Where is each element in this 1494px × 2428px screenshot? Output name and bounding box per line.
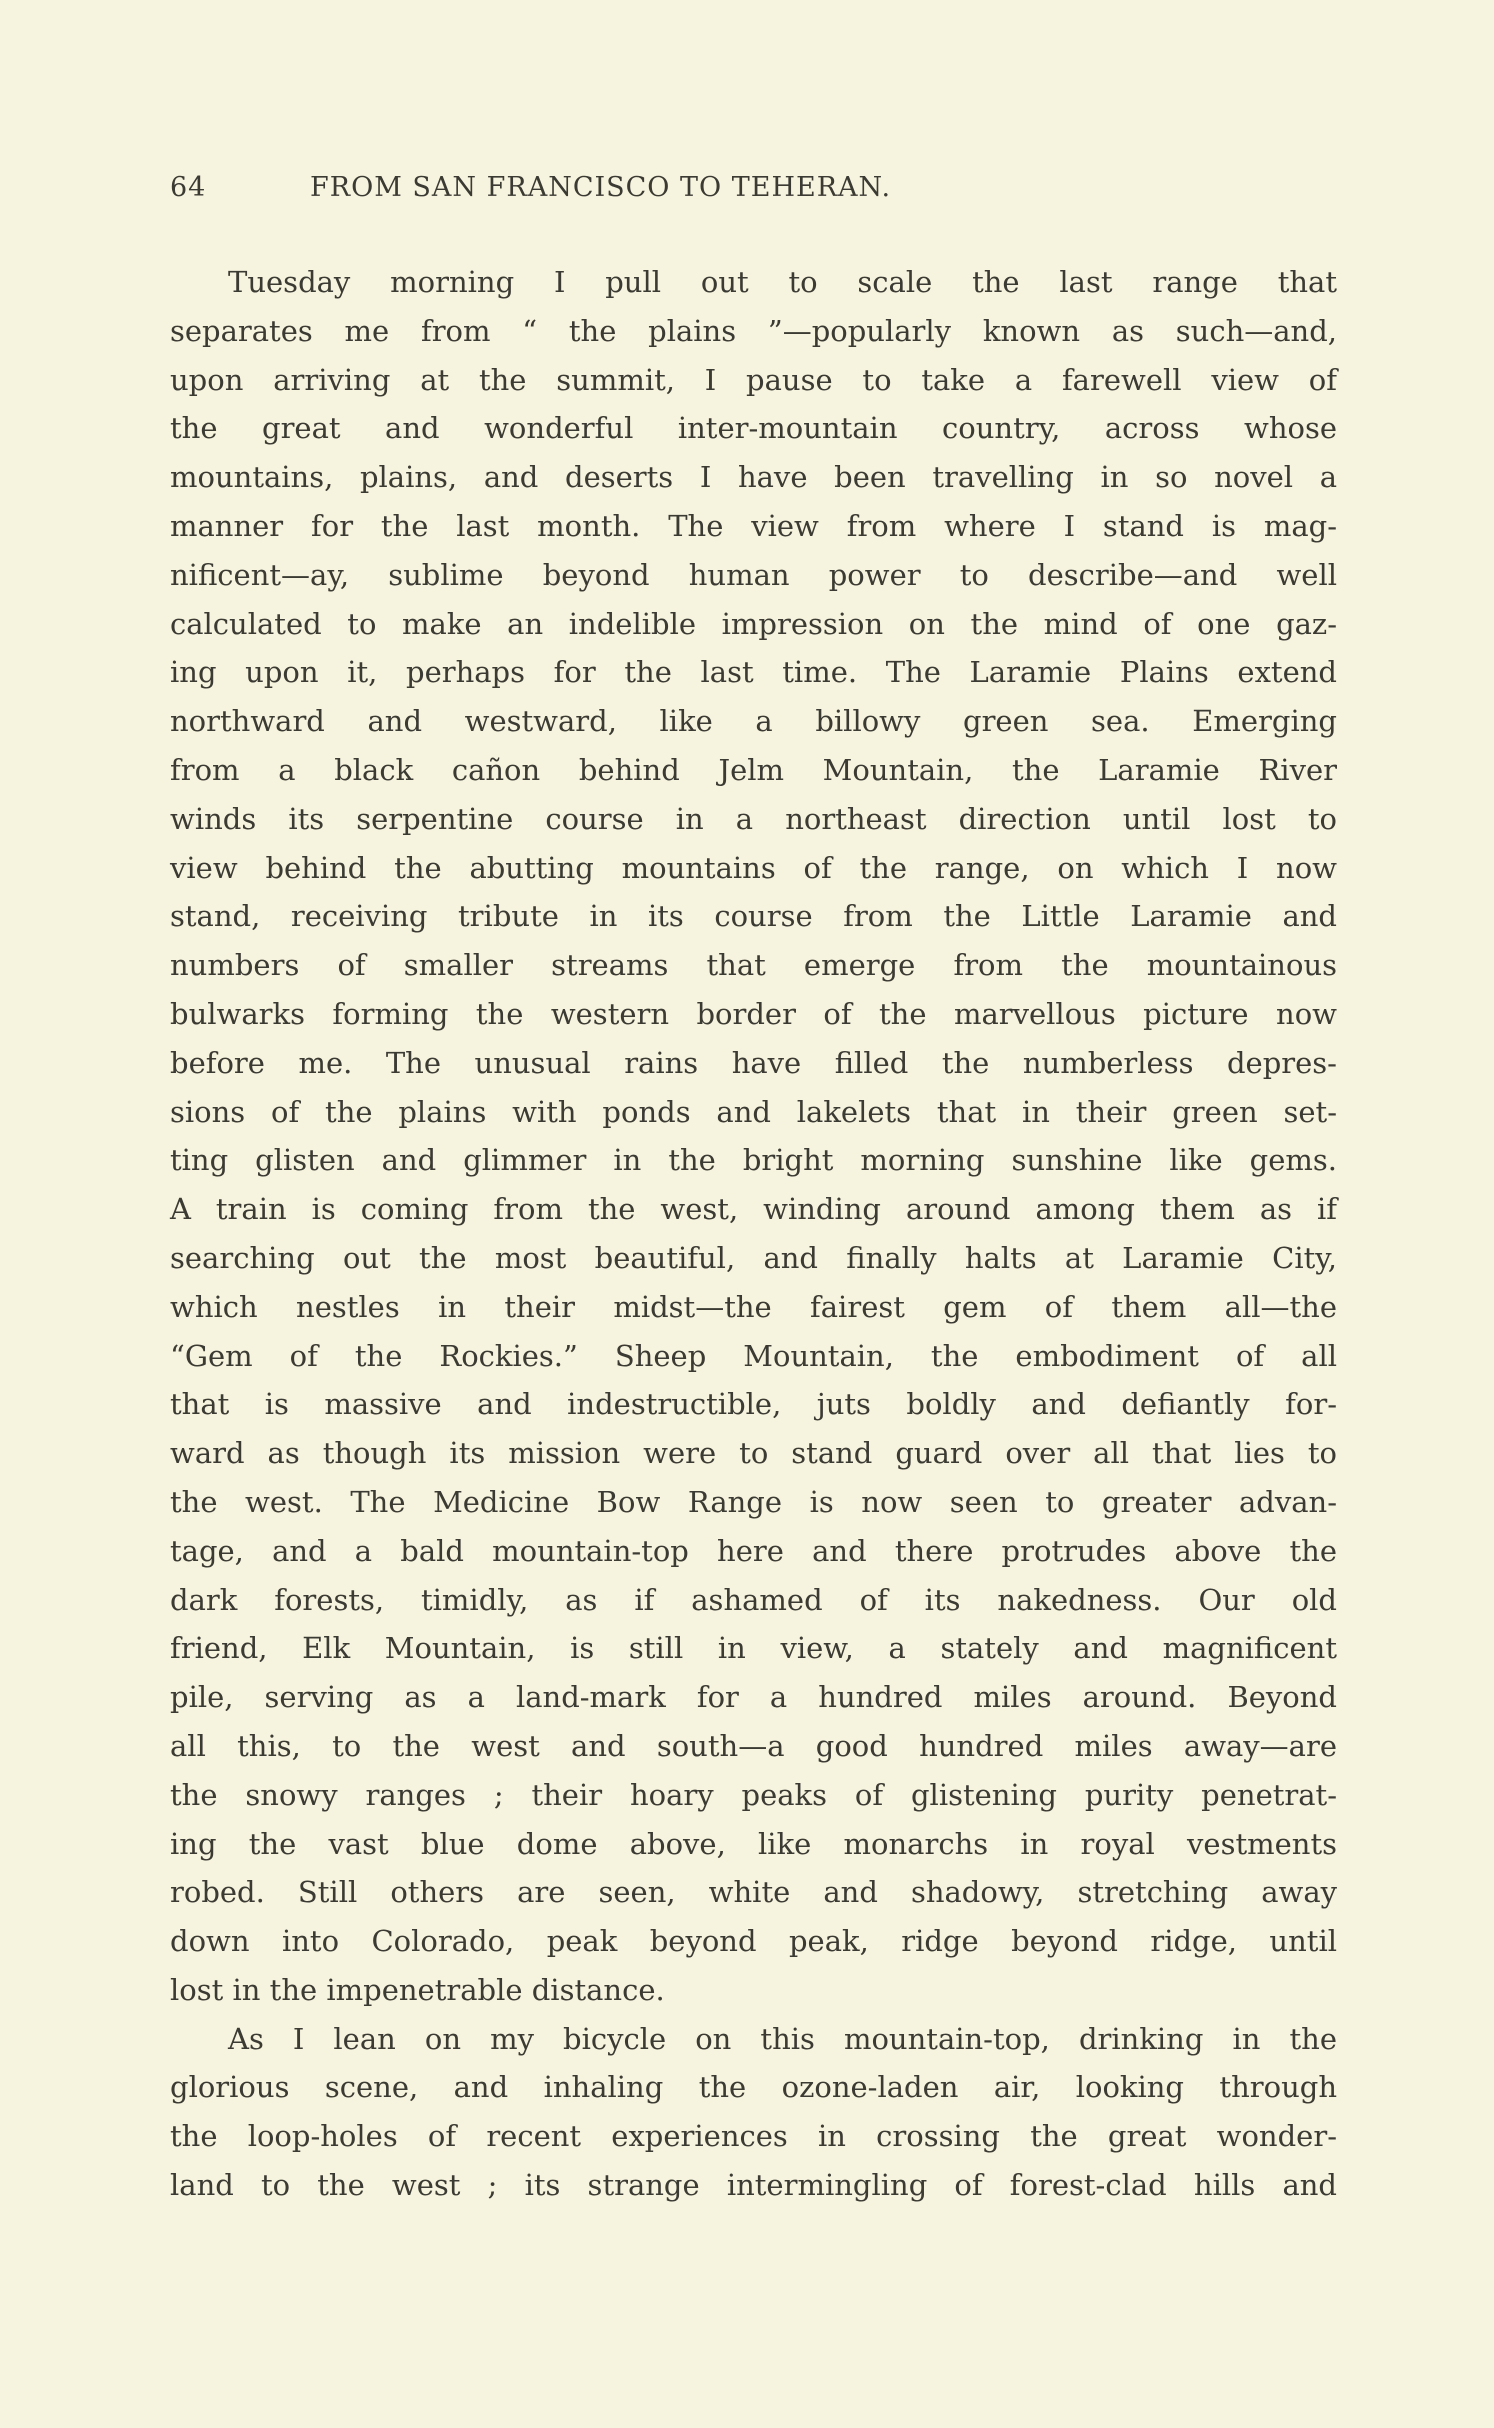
text-line: before me. The unusual rains have filled the numberless depres- (170, 1045, 1337, 1080)
text-line: calculated to make an indelible impression on the mind of one gaz- (170, 606, 1337, 641)
text-line: mountains, plains, and deserts I have been travelling in so novel a (170, 460, 1337, 495)
text-line: Tuesday morning I pull out to scale the last range that (228, 265, 1337, 299)
text-line: manner for the last month. The view from where I stand is mag- (170, 508, 1337, 543)
text-line: nificent—ay, sublime beyond human power to describe—and well (170, 557, 1337, 592)
text-line: which nestles in their midst—the fairest gem of them all—the (170, 1289, 1337, 1324)
page-body (170, 258, 1337, 2210)
page-number: 64 (170, 172, 207, 203)
text-line: the west. The Medicine Bow Range is now seen to greater advan- (170, 1484, 1337, 1519)
text-line: the snowy ranges ; their hoary peaks of glistening purity penetrat- (170, 1777, 1337, 1812)
text-line: stand, receiving tribute in its course from the Little Laramie and (170, 899, 1337, 934)
text-line: robed. Still others are seen, white and shadowy, stretching away (170, 1875, 1337, 1910)
text-line: ward as though its mission were to stand guard over all that lies to (170, 1436, 1337, 1471)
text-line: northward and westward, like a billowy green sea. Emerging (170, 704, 1337, 739)
text-line: As I lean on my bicycle on this mountain-top, drinking in the (228, 2021, 1337, 2056)
text-line: winds its serpentine course in a northeast direction until lost to (170, 801, 1337, 836)
text-line: upon arriving at the summit, I pause to take a farewell view of (170, 362, 1337, 397)
text-line: bulwarks forming the western border of the marvellous picture now (170, 996, 1337, 1031)
text-line: pile, serving as a land-mark for a hundred miles around. Beyond (170, 1680, 1337, 1715)
paragraph (170, 2015, 1337, 2210)
text-line: the great and wonderful inter-mountain country, across whose (170, 411, 1337, 446)
paragraph (170, 258, 1337, 2015)
running-header (170, 172, 1337, 212)
running-title: FROM SAN FRANCISCO TO TEHERAN. (310, 172, 892, 203)
text-line: lost in the impenetrable distance. (170, 1972, 665, 2007)
text-line: view behind the abutting mountains of the range, on which I now (170, 850, 1337, 885)
text-line: numbers of smaller streams that emerge from the mountainous (170, 948, 1337, 983)
text-line: down into Colorado, peak beyond peak, ridge beyond ridge, until (170, 1924, 1337, 1959)
text-line: glorious scene, and inhaling the ozone-laden air, looking through (170, 2070, 1337, 2105)
text-line: land to the west ; its strange intermingling of forest-clad hills and (170, 2168, 1337, 2203)
text-line: dark forests, timidly, as if ashamed of its nakedness. Our old (170, 1582, 1337, 1617)
text-line: all this, to the west and south—a good hundred miles away—are (170, 1728, 1337, 1763)
text-line: searching out the most beautiful, and finally halts at Laramie City, (170, 1240, 1337, 1275)
text-line: the loop-holes of recent experiences in crossing the great wonder- (170, 2119, 1337, 2154)
text-line: tage, and a bald mountain-top here and there protrudes above the (170, 1533, 1337, 1568)
text-line: separates me from “ the plains ”—popularly known as such—and, (170, 313, 1337, 348)
text-line: ting glisten and glimmer in the bright morning sunshine like gems. (170, 1143, 1337, 1178)
text-line: ing upon it, perhaps for the last time. The Laramie Plains extend (170, 655, 1337, 690)
text-line: friend, Elk Mountain, is still in view, a stately and magnificent (170, 1631, 1337, 1666)
text-line: “Gem of the Rockies.” Sheep Mountain, the embodiment of all (170, 1338, 1337, 1373)
text-line: that is massive and indestructible, juts boldly and defiantly for- (170, 1387, 1337, 1422)
text-line: from a black cañon behind Jelm Mountain, the Laramie River (170, 752, 1337, 787)
text-line: sions of the plains with ponds and lakelets that in their green set- (170, 1094, 1337, 1129)
text-line: A train is coming from the west, winding around among them as if (170, 1192, 1337, 1227)
text-line: ing the vast blue dome above, like monarchs in royal vestments (170, 1826, 1337, 1861)
